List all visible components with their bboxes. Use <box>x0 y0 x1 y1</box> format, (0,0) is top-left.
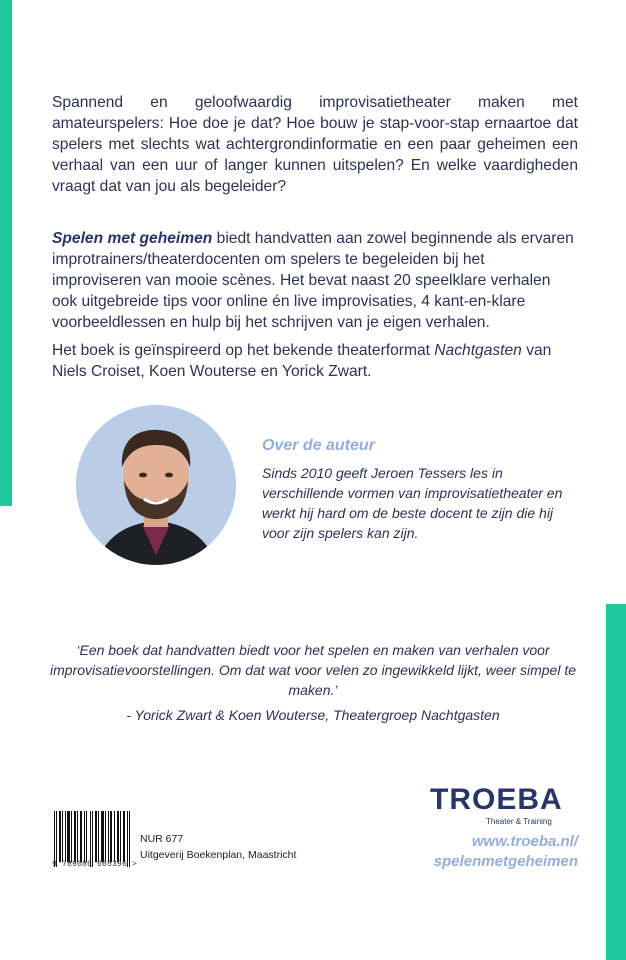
author-heading: Over de auteur <box>262 437 375 454</box>
publisher-line: Uitgeverij Boekenplan, Maastricht <box>140 849 297 861</box>
inspiration-suffix: van Niels Croiset, Koen Wouterse en Yorick Zwart. <box>52 342 552 380</box>
website-link-line2[interactable]: spelenmetgeheimen <box>433 853 578 870</box>
format-name: Nachtgasten <box>434 342 522 359</box>
logo-wordmark: TROEBA <box>430 783 563 816</box>
inspiration-prefix: Het boek is geïnspireerd op het bekende theaterformat <box>52 342 435 359</box>
barcode-icon <box>52 811 134 867</box>
author-portrait-icon <box>76 405 236 565</box>
logo-tagline: Theater & Training <box>486 817 552 826</box>
testimonial-quote: ‘Een boek dat handvatten biedt voor het spelen en maken van verhalen voor improvisatievoorstellingen. Om dat wat voor velen zo ingewikkeld lijkt, weer simpel te maken.’ <box>50 642 576 698</box>
nur-code: NUR 677 <box>140 833 184 845</box>
accent-bar-right <box>606 604 626 960</box>
description-paragraph <box>52 228 578 333</box>
quote-attribution: - Yorick Zwart & Koen Wouterse, Theatergroep Nachtgasten <box>126 707 500 723</box>
author-photo <box>76 405 236 565</box>
author-bio: Sinds 2010 geeft Jeroen Tessers les in verschillende vormen van improvisatietheater en werkt hij hard om de beste docent te zijn die hij voor zijn spelers kan zijn. <box>262 465 563 541</box>
barcode-number: 9 789086 665396 > <box>52 860 138 869</box>
inspiration-paragraph <box>52 340 578 382</box>
troeba-logo <box>430 784 580 816</box>
intro-paragraph: Spannend en geloofwaardig improvisatietheater maken met amateurspelers: Hoe doe je dat? Hoe bouw je stap-voor-stap ernaartoe dat spelers met slechts wat achtergrondinformatie en een paar geheimen een verhaal van een uur of langer kunnen uitspelen? En welke vaardigheden vraagt dat van jou als begeleider? <box>52 94 578 195</box>
description-text: biedt handvatten aan zowel beginnende als ervaren improtrainers/theaterdocenten om spelers te begeleiden bij het improviseren van mooie scènes. Het bevat naast 20 speelklare verhalen ook uitgebreide tips voor online én live improvisaties, 4 kant-en-klare voorbeeldlessen en hulp bij het schrijven van je eigen verhalen. <box>52 230 574 331</box>
accent-bar-left <box>0 0 12 506</box>
book-title: Spelen met geheimen <box>52 230 213 247</box>
website-link-line1[interactable]: www.troeba.nl/ <box>471 833 578 850</box>
